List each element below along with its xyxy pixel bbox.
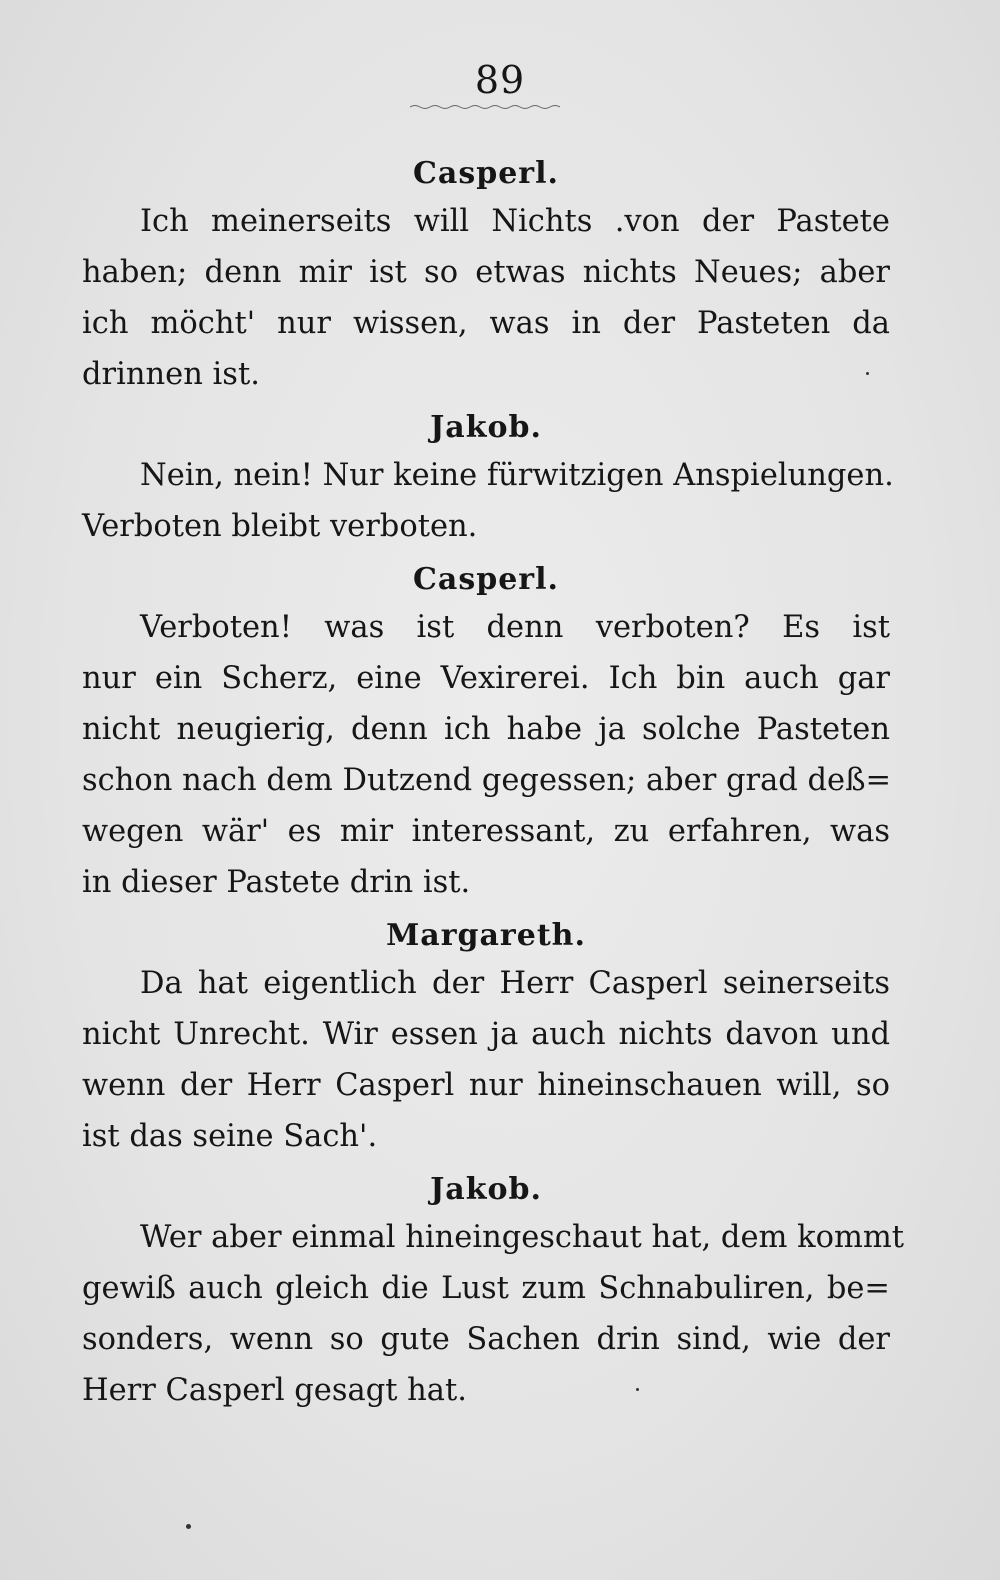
speaker-name: Jakob. [430, 1172, 542, 1207]
paper-speck [186, 1524, 191, 1529]
text-line: Ich meinerseits will Nichts .von der Pastete [140, 204, 890, 239]
paper-speck [636, 1388, 639, 1391]
paper-speck [866, 372, 869, 375]
text-line: nicht neugierig, denn ich habe ja solche Pasteten [82, 712, 890, 747]
dialogue-block [82, 558, 890, 908]
dialogue-block [82, 152, 890, 400]
text-line: drinnen ist. [82, 357, 260, 392]
text-line: ist das seine Sach'. [82, 1119, 378, 1154]
text-line: gewiß auch gleich die Lust zum Schnabuliren, be= [82, 1271, 890, 1306]
dialogue-block [82, 1168, 905, 1416]
text-line: ich möcht' nur wissen, was in der Pasteten da [82, 306, 890, 341]
page-number: 89 [474, 58, 526, 102]
dialogue-block [82, 406, 894, 552]
speech-text [82, 602, 890, 908]
text-line: Verboten! was ist denn verboten? Es ist [140, 610, 890, 645]
text-line: wenn der Herr Casperl nur hineinschauen will, so [82, 1068, 890, 1103]
text-line: nicht Unrecht. Wir essen ja auch nichts davon und [82, 1017, 890, 1052]
speech-text [82, 196, 890, 400]
text-line: Verboten bleibt verboten. [82, 509, 478, 544]
text-line: schon nach dem Dutzend gegessen; aber grad deß= [82, 763, 892, 798]
speech-text [82, 450, 894, 552]
text-line: wegen wär' es mir interessant, zu erfahren, was [82, 814, 890, 849]
text-line: Herr Casperl gesagt hat. [82, 1373, 467, 1408]
text-line: Da hat eigentlich der Herr Casperl seinerseits [140, 966, 890, 1001]
text-line: nur ein Scherz, eine Vexirerei. Ich bin auch gar [82, 661, 890, 696]
speaker-name: Margareth. [386, 918, 586, 953]
text-line: in dieser Pastete drin ist. [82, 865, 471, 900]
dialogue-block [82, 914, 890, 1162]
speaker-name: Jakob. [430, 410, 542, 445]
text-line: haben; denn mir ist so etwas nichts Neues; aber [82, 255, 890, 290]
decorative-rule [410, 104, 560, 110]
text-line: sonders, wenn so gute Sachen drin sind, wie der [82, 1322, 890, 1357]
speaker-name: Casperl. [413, 562, 559, 597]
text-line: Wer aber einmal hineingeschaut hat, dem kommt [140, 1220, 905, 1255]
speech-text [82, 1212, 905, 1416]
play-text [82, 152, 905, 1422]
text-line: Nein, nein! Nur keine fürwitzigen Anspielungen. [140, 458, 894, 493]
speaker-name: Casperl. [413, 156, 559, 191]
speech-text [82, 958, 890, 1162]
